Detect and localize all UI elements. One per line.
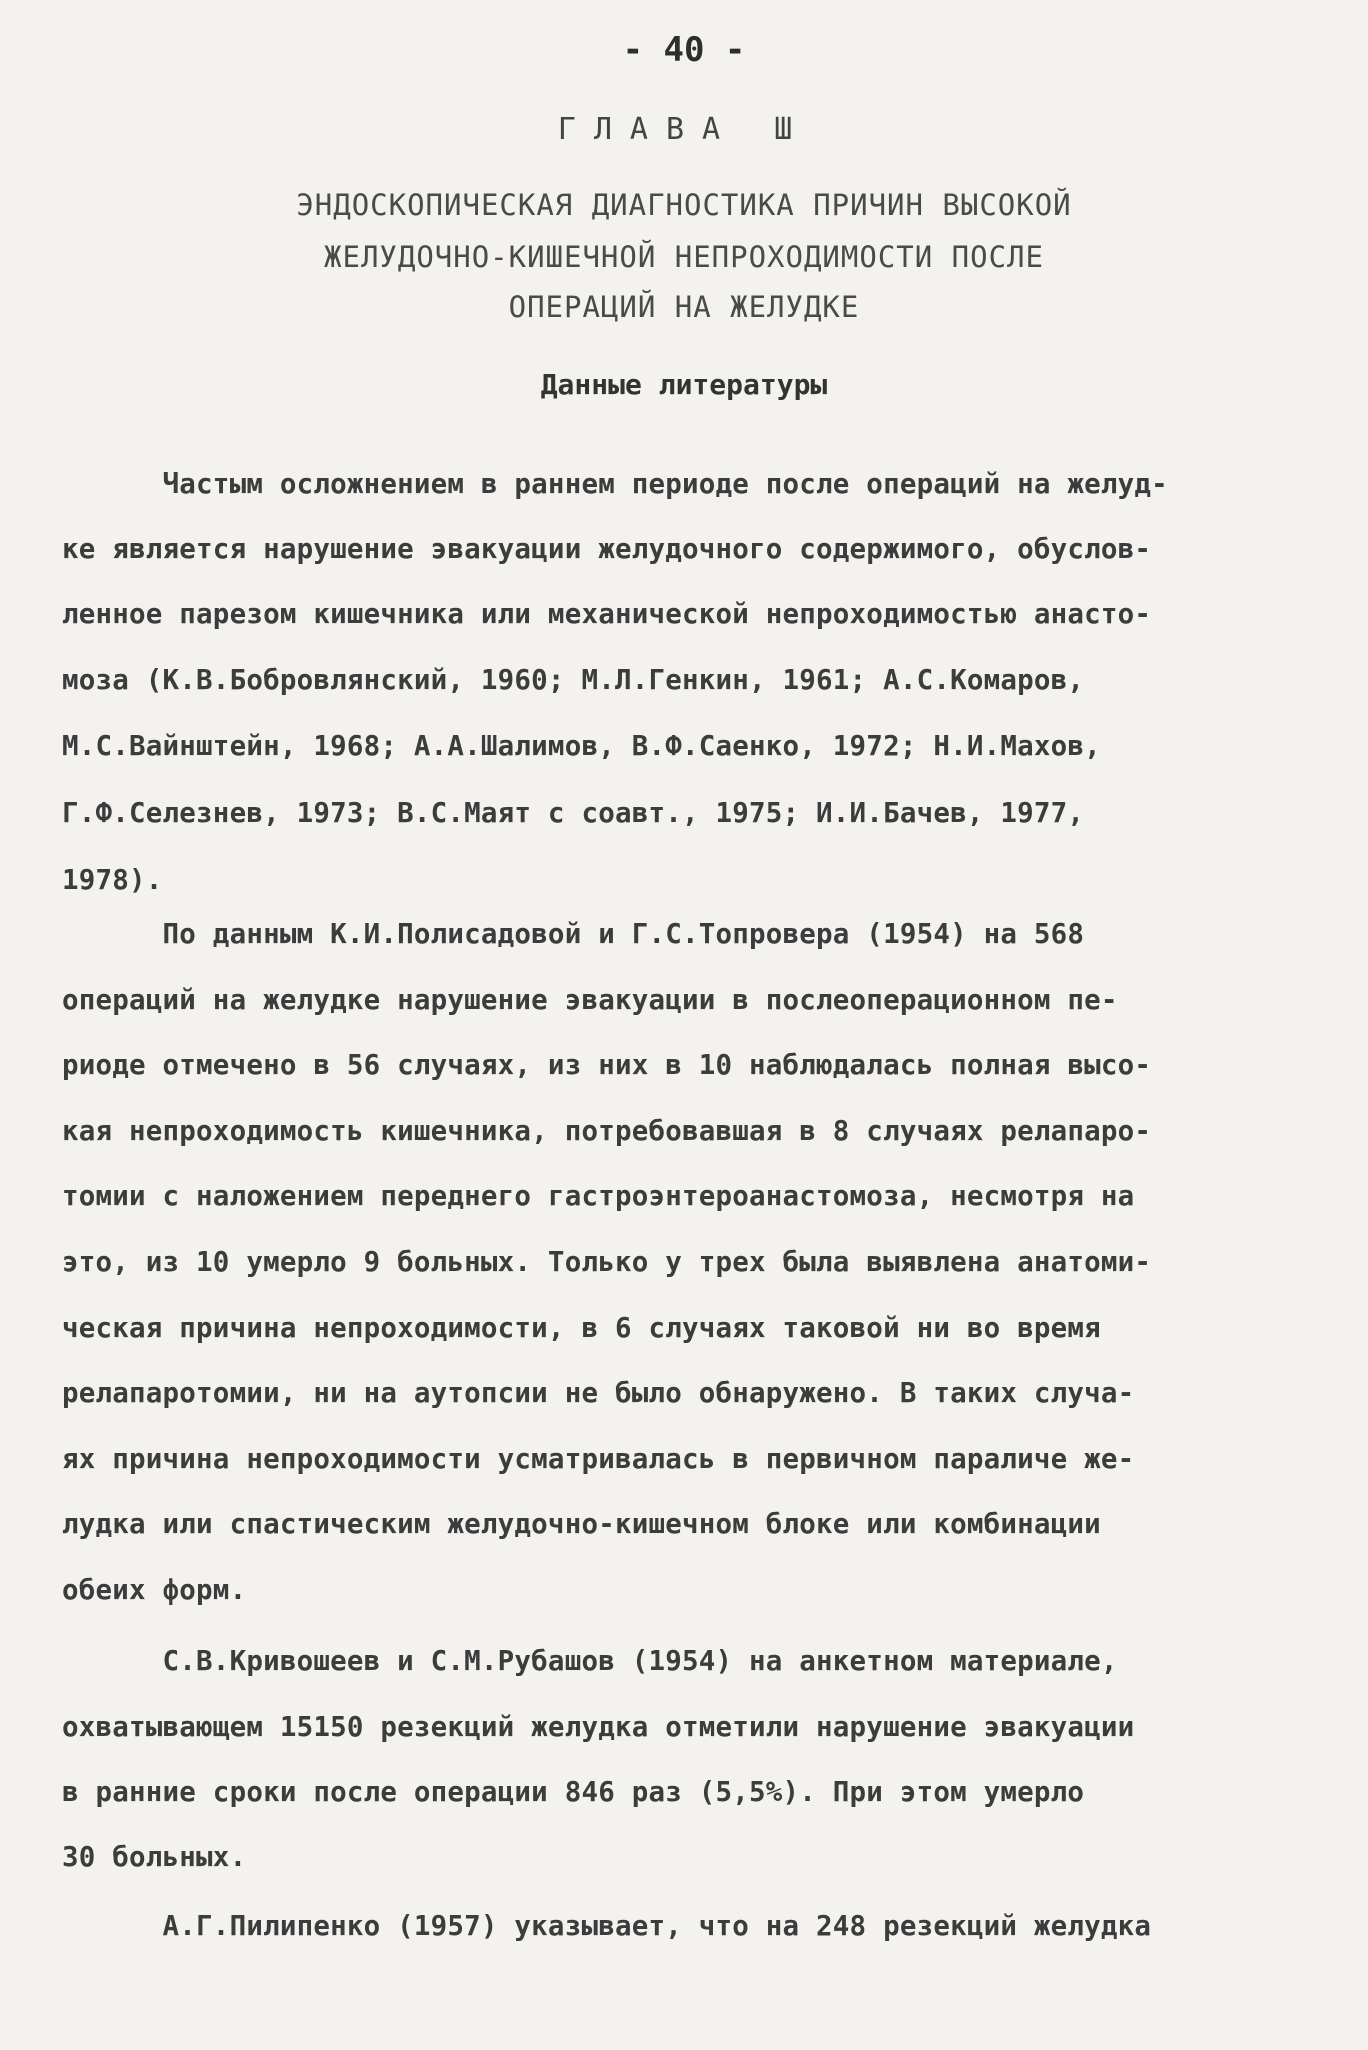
body-line: операций на желудке нарушение эвакуации в послеоперационном пе- (62, 984, 1118, 1016)
chapter-heading: ГЛАВА Ш (557, 112, 811, 147)
chapter-title-line-3: ОПЕРАЦИЙ НА ЖЕЛУДКЕ (508, 290, 860, 324)
body-line: ке является нарушение эвакуации желудочного содержимого, обуслов- (62, 533, 1152, 565)
body-line: 1978). (62, 864, 163, 896)
body-line: Г.Ф.Селезнев, 1973; В.С.Маят с соавт., 1975; И.И.Бачев, 1977, (62, 797, 1085, 829)
body-line: А.Г.Пилипенко (1957) указывает, что на 248 резекций желудка (62, 1910, 1152, 1942)
body-line: томии с наложением переднего гастроэнтероанастомоза, несмотря на (62, 1180, 1135, 1212)
page-number: - 40 - (622, 30, 746, 70)
body-line: ленное парезом кишечника или механической непроходимостью анасто- (62, 598, 1152, 630)
body-line: ческая причина непроходимости, в 6 случаях таковой ни во время (62, 1312, 1101, 1344)
body-line: По данным К.И.Полисадовой и Г.С.Топровера (1954) на 568 (62, 918, 1085, 950)
body-line: кая непроходимость кишечника, потребовавшая в 8 случаях релапаро- (62, 1115, 1152, 1147)
body-line: лудка или спастическим желудочно-кишечном блоке или комбинации (62, 1508, 1101, 1540)
section-subheading: Данные литературы (540, 368, 828, 401)
body-line: релапаротомии, ни на аутопсии не было обнаружено. В таких случа- (62, 1377, 1135, 1409)
body-line: М.С.Вайнштейн, 1968; А.А.Шалимов, В.Ф.Саенко, 1972; Н.И.Махов, (62, 730, 1101, 762)
body-line: в ранние сроки после операции 846 раз (5,5%). При этом умерло (62, 1776, 1085, 1808)
body-line: охватывающем 15150 резекций желудка отметили нарушение эвакуации (62, 1711, 1135, 1743)
body-line: 30 больных. (62, 1841, 247, 1873)
body-line: риоде отмечено в 56 случаях, из них в 10 наблюдалась полная высо- (62, 1049, 1152, 1081)
chapter-title-line-2: ЖЕЛУДОЧНО-КИШЕЧНОЙ НЕПРОХОДИМОСТИ ПОСЛЕ (324, 240, 1044, 274)
body-line: это, из 10 умерло 9 больных. Только у трех была выявлена анатоми- (62, 1246, 1152, 1278)
body-line: обеих форм. (62, 1574, 247, 1606)
body-line: моза (К.В.Бобровлянский, 1960; М.Л.Генкин, 1961; А.С.Комаров, (62, 664, 1085, 696)
chapter-title-line-1: ЭНДОСКОПИЧЕСКАЯ ДИАГНОСТИКА ПРИЧИН ВЫСОКОЙ (296, 188, 1072, 222)
body-line: С.В.Кривошеев и С.М.Рубашов (1954) на анкетном материале, (62, 1645, 1118, 1677)
body-line: ях причина непроходимости усматривалась в первичном параличе же- (62, 1443, 1135, 1475)
body-line: Частым осложнением в раннем периоде после операций на желуд- (62, 468, 1168, 500)
